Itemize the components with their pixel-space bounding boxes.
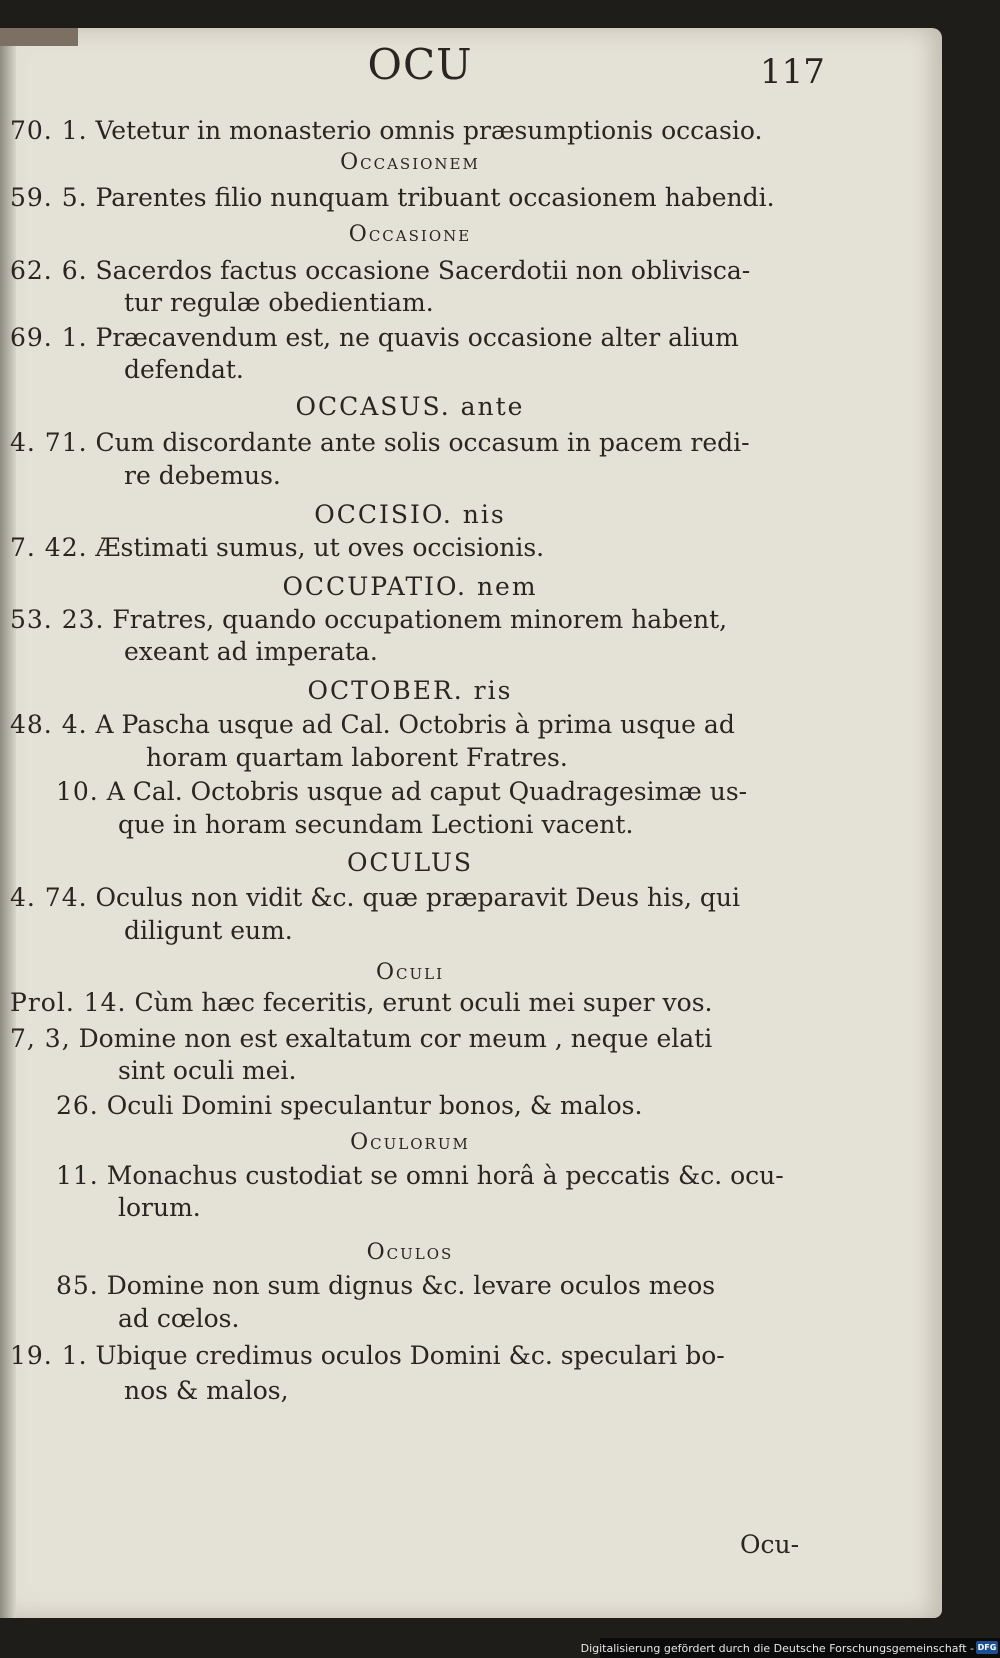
heading-text: Occasionem xyxy=(340,150,480,175)
heading-text: Oculos xyxy=(366,1240,454,1265)
entry-reference: 53. 23. xyxy=(10,605,105,634)
entry-heading xyxy=(0,572,820,601)
entry-line xyxy=(124,290,434,315)
entry-line xyxy=(10,1343,725,1368)
entry-heading xyxy=(0,222,820,247)
entry-line xyxy=(10,118,762,143)
entry-text: Sacerdos factus occasione Sacerdotii non oblivisca- xyxy=(95,256,751,285)
entry-reference: 59. 5. xyxy=(10,183,88,212)
entry-text: diligunt eum. xyxy=(124,916,293,945)
entry-heading xyxy=(0,848,820,877)
entry-heading xyxy=(0,1240,820,1265)
heading-text: Oculi xyxy=(375,960,445,985)
entry-text: defendat. xyxy=(124,355,244,384)
heading-text: OCTOBER. ris xyxy=(307,676,513,705)
dfg-logo-icon: DFG xyxy=(977,1643,997,1652)
entry-line xyxy=(56,1093,642,1118)
entry-text: Oculus non vidit &c. quæ præparavit Deus his, qui xyxy=(95,883,740,912)
heading-text: Occasione xyxy=(348,222,472,247)
entry-text: Æstimati sumus, ut oves occisionis. xyxy=(95,533,545,562)
entry-reference: 7. 42. xyxy=(10,533,88,562)
entry-line xyxy=(124,918,293,943)
entry-reference: 26. xyxy=(56,1091,99,1120)
entry-reference: 4. 74. xyxy=(10,883,88,912)
entry-text: Ubique credimus oculos Domini &c. speculari bo- xyxy=(95,1341,725,1370)
entry-text: Monachus custodiat se omni horâ à peccatis &c. ocu- xyxy=(106,1161,784,1190)
entry-text: Domine non est exaltatum cor meum , neque elati xyxy=(78,1024,713,1053)
page-corner-mark xyxy=(0,28,78,46)
entry-line xyxy=(124,639,378,664)
entry-line xyxy=(56,779,747,804)
entry-heading xyxy=(0,392,820,421)
entry-text: Cum discordante ante solis occasum in pacem redi- xyxy=(95,428,750,457)
entry-heading xyxy=(0,676,820,705)
entry-text: A Cal. Octobris usque ad caput Quadragesimæ us- xyxy=(106,777,748,806)
entry-text: tur regulæ obedientiam. xyxy=(124,288,434,317)
entry-line xyxy=(10,185,775,210)
entry-text: Præcavendum est, ne quavis occasione alter alium xyxy=(95,323,739,352)
entry-line xyxy=(10,430,750,455)
entry-text: sint oculi mei. xyxy=(118,1056,297,1085)
entry-line xyxy=(124,463,281,488)
entry-line xyxy=(146,745,568,770)
entry-line xyxy=(10,1026,712,1051)
entry-reference: 10. xyxy=(56,777,99,806)
entry-line xyxy=(10,325,739,350)
entry-line xyxy=(118,1058,296,1083)
entry-line xyxy=(10,535,544,560)
entry-reference: 70. 1. xyxy=(10,116,88,145)
entry-line xyxy=(118,812,633,837)
entry-text: lorum. xyxy=(118,1193,201,1222)
entry-line xyxy=(10,990,712,1015)
entry-line xyxy=(56,1163,784,1188)
entry-text: Oculi Domini speculantur bonos, & malos. xyxy=(106,1091,643,1120)
entry-line xyxy=(10,885,740,910)
entry-heading xyxy=(0,960,820,985)
entry-text: horam quartam laborent Fratres. xyxy=(146,743,568,772)
entry-heading xyxy=(0,500,820,529)
entry-reference: 62. 6. xyxy=(10,256,88,285)
entry-text: re debemus. xyxy=(124,461,281,490)
footer-credit: Digitalisierung gefördert durch die Deutsche Forschungsgemeinschaft - xyxy=(580,1642,974,1655)
entry-text: ad cœlos. xyxy=(118,1304,240,1333)
heading-text: Oculorum xyxy=(350,1130,470,1155)
entry-text: Parentes filio nunquam tribuant occasionem habendi. xyxy=(95,183,775,212)
entry-heading xyxy=(0,1130,820,1155)
heading-text: OCCUPATIO. nem xyxy=(282,572,538,601)
entry-reference: Prol. 14. xyxy=(10,988,127,1017)
entry-line xyxy=(10,607,727,632)
entry-reference: 48. 4. xyxy=(10,710,88,739)
entry-reference: 19. 1. xyxy=(10,1341,88,1370)
heading-text: OCCASUS. ante xyxy=(295,392,525,421)
entry-line xyxy=(118,1195,201,1220)
entry-reference: 85. xyxy=(56,1271,99,1300)
entry-line xyxy=(56,1273,715,1298)
entry-line xyxy=(118,1306,239,1331)
entry-text: A Pascha usque ad Cal. Octobris à prima usque ad xyxy=(95,710,735,739)
entry-reference: 7, 3, xyxy=(10,1024,71,1053)
entry-line xyxy=(124,1378,289,1403)
entry-text: Domine non sum dignus &c. levare oculos meos xyxy=(106,1271,716,1300)
running-header: OCU xyxy=(367,40,473,89)
entry-text: exeant ad imperata. xyxy=(124,637,378,666)
heading-text: OCULUS xyxy=(346,848,474,877)
entry-reference: 69. 1. xyxy=(10,323,88,352)
entry-heading xyxy=(0,150,820,175)
entry-line xyxy=(10,712,735,737)
entry-text: Cùm hæc feceritis, erunt oculi mei super vos. xyxy=(134,988,713,1017)
entry-line xyxy=(10,258,750,283)
page-number: 117 xyxy=(760,52,825,92)
entry-text: Fratres, quando occupationem minorem habent, xyxy=(112,605,728,634)
entry-reference: 11. xyxy=(56,1161,99,1190)
entry-text: que in horam secundam Lectioni vacent. xyxy=(118,810,634,839)
heading-text: OCCISIO. nis xyxy=(314,500,506,529)
entry-line xyxy=(124,357,244,382)
entry-text: nos & malos, xyxy=(124,1376,289,1405)
catchword: Ocu- xyxy=(740,1530,800,1559)
entry-reference: 4. 71. xyxy=(10,428,88,457)
entry-text: Vetetur in monasterio omnis præsumptionis occasio. xyxy=(95,116,763,145)
